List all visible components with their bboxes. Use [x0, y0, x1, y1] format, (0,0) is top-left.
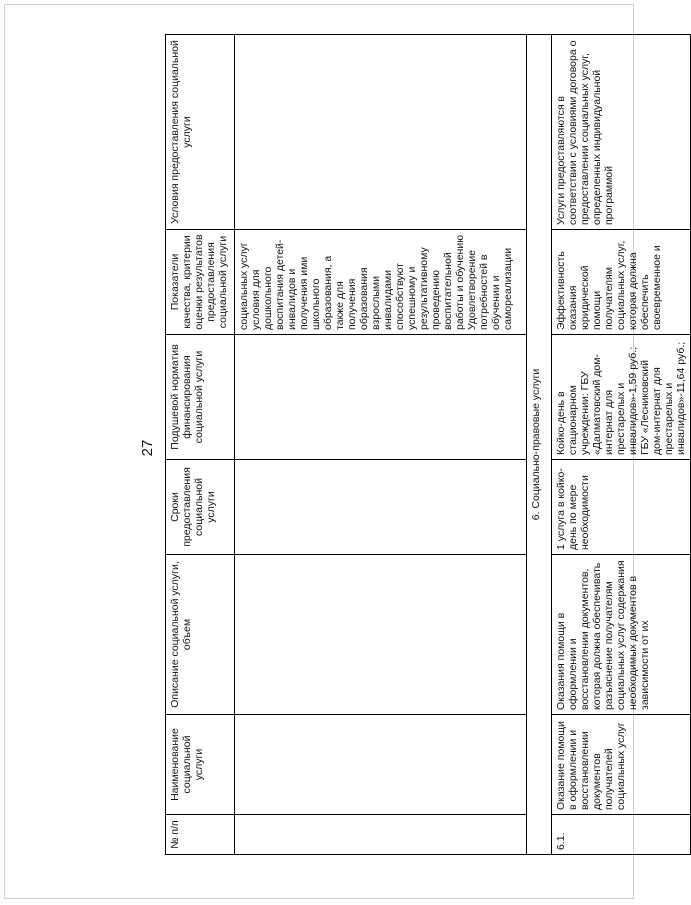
section-row: [527, 35, 552, 855]
header-norm: Подушевой норматив финансирования социальной услуги: [166, 335, 235, 460]
page-number: 27: [139, 439, 156, 457]
header-description: Описание социальной услуги, объем: [166, 555, 235, 715]
header-quality: Показатели качества, критерии оценки результатов предоставления социальной услуги: [166, 230, 235, 335]
header-num: № п/п: [166, 815, 235, 855]
row-6-1-num: 6.1.: [552, 815, 691, 855]
header-name: Наименование социальной услуги: [166, 715, 235, 815]
cont-terms-cell: [235, 460, 527, 555]
cont-quality-cell: социальных услуг условия для дошкольного воспитания детей-инвалидов и получения ими школьного образования, а также для получения образования взрослыми инвалидами способствуют успешному и результативному проведению воспитательной работы и обучению Удовлетворение потребностей в обучении и самореализации: [235, 230, 527, 335]
row-6-1-norm: Койко-день в стационарном учреждении: ГБУ «Далматовский дом-интернат для престарелых и инвалидов»-1,59 руб.; ГБУ «Лесниковский дом-интернат для престарелых и инвалидов»-11,64 руб.;: [552, 335, 691, 460]
cont-conditions-cell: [235, 35, 527, 230]
cont-num-cell: [235, 815, 527, 855]
row-6-1-quality: Эффективность оказания юридической помощи получателям социальных услуг, которая должна обеспечить своевременное и: [552, 230, 691, 335]
row-6-1-name: Оказание помощи в оформлении и восстановлении документов получателей социальных услуг: [552, 715, 691, 815]
header-conditions: Условия предоставления социальной услуги: [166, 35, 235, 230]
row-6-1-conditions: Услуги предоставляются в соответствии с условиями договора о предоставлении социальных услуг, определенных индивидуальной программой: [552, 35, 691, 230]
continuation-row: [235, 35, 527, 855]
cont-norm-cell: [235, 335, 527, 460]
header-terms: Сроки предоставления социальной услуги: [166, 460, 235, 555]
rotated-table-container: [165, 35, 687, 855]
services-table: [165, 34, 691, 855]
row-6-1-terms: 1 услуга в койко-день по мере необходимости: [552, 460, 691, 555]
cont-description-cell: [235, 555, 527, 715]
row-6-1-description: Оказания помощи в оформлении и восстановлении документов, которая должна обеспечивать разъяснение получателям социальных услуг содержания необходимых документов в зависимости от их: [552, 555, 691, 715]
cont-name-cell: [235, 715, 527, 815]
section-title: 6. Социально-правовые услуги: [527, 35, 552, 855]
header-row: [166, 35, 235, 855]
table-row: [552, 35, 691, 855]
